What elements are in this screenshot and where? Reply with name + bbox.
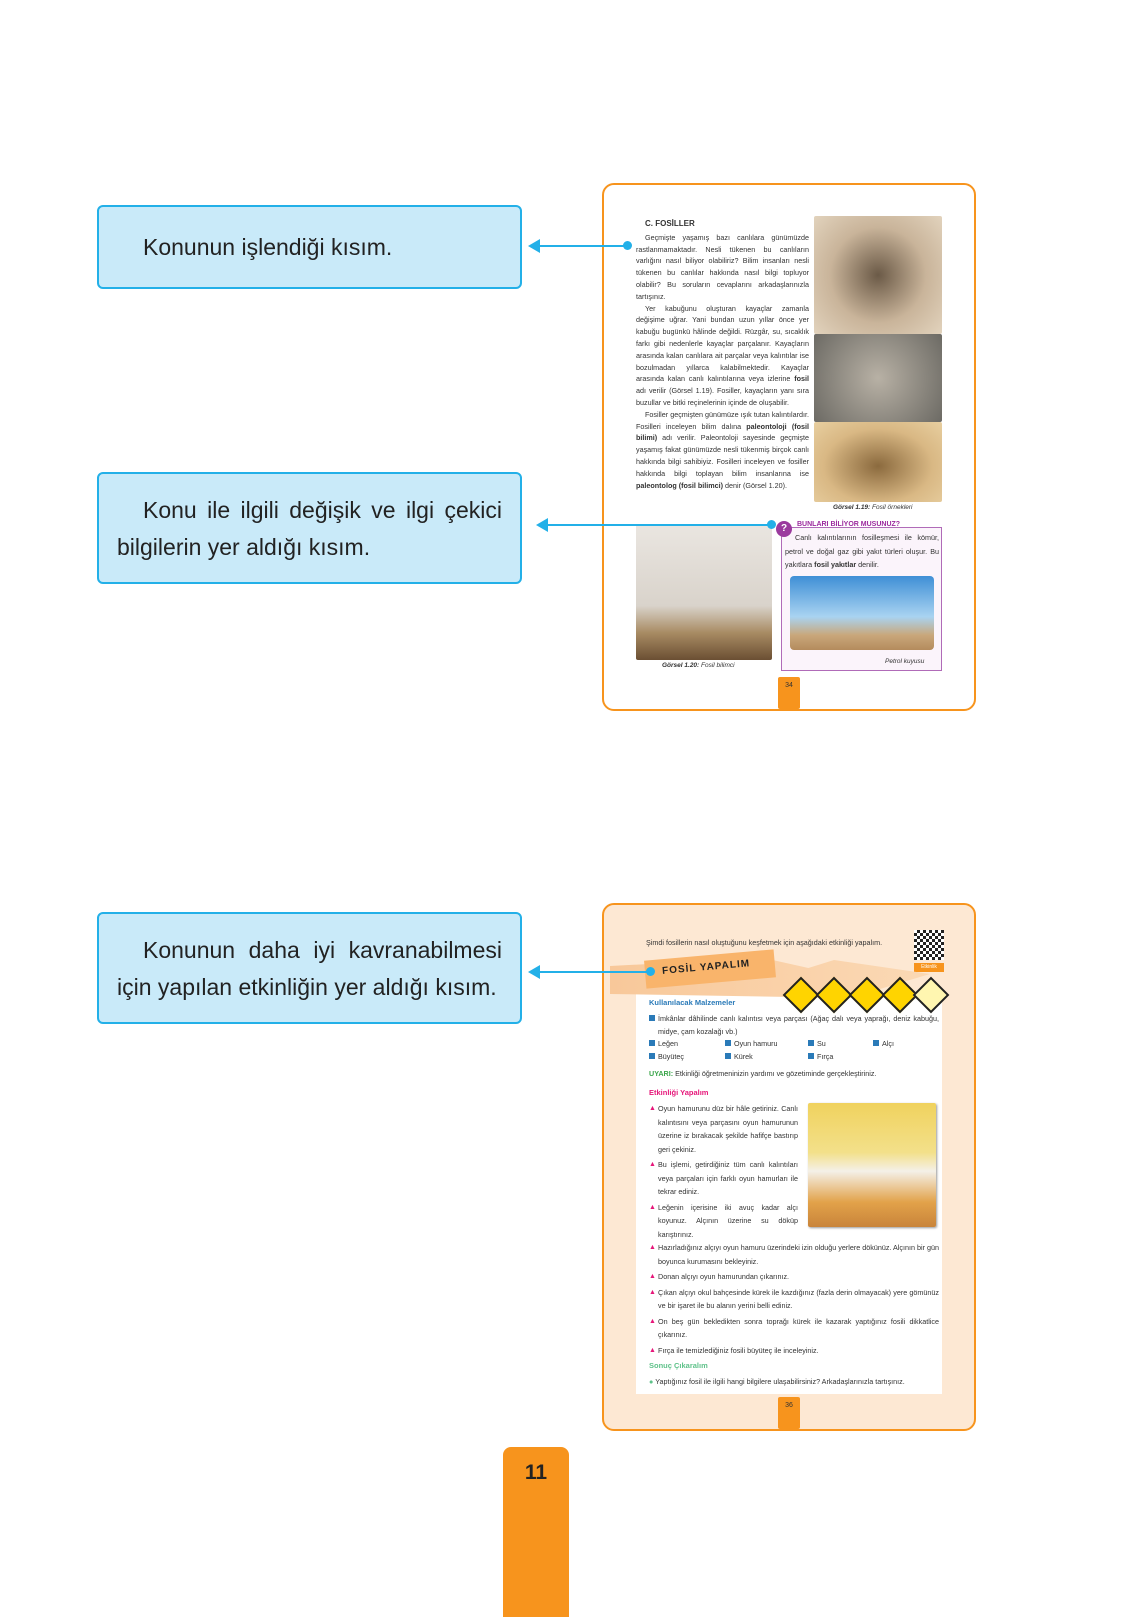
fossil-photo-3: [814, 422, 942, 502]
conclusion-text: ● Yaptığınız fosil ile ilgili hangi bilgilere ulaşabilirsiniz? Arkadaşlarınızla tartışınız.: [649, 1377, 905, 1386]
step-4: ▲ Hazırladığınız alçıyı oyun hamuru üzerindeki izin olduğu yerlere dökünüz. Alçının bir gün boyunca kurumasını bekleyiniz.: [649, 1241, 939, 1268]
step-1: ▲ Oyun hamurunu düz bir hâle getiriniz. Canlı kalıntısını veya parçasını oyun hamurunun üzerine iz bırakacak şekilde hafifçe bastırıp geri çekiniz.: [649, 1102, 798, 1156]
callout-topic-section: [97, 205, 522, 289]
caption-1-19: Görsel 1.19: Fosil örnekleri: [833, 504, 913, 511]
paragraph-2: Yer kabuğunu oluşturan kayaçlar zamanla değişime uğrar. Yani bundan uzun yıllar önce yer kabuğu bugünkü hâlinde değildi. Rüzgâr, su, sıcaklık farkı gibi nedenlerle kayaçlar parçalanır. Kayaçların arasında kalan canlılara ait parçalar veya kalıntılar ise bozulmadan yıllarca kalabilmektedir. Kayaçlar arasında kalan canlı kalıntılarına veya izlerine fosil adı verilir (Görsel 1.19). Fosiller, kayaçların yanı sıra buzullar ve bitki reçinelerinin içinde de oluşabilir.: [636, 303, 809, 407]
activity-intro: Şimdi fosillerin nasıl oluştuğunu keşfetmek için aşağıdaki etkinliği yapalım.: [646, 938, 883, 947]
caption-1-20: Görsel 1.20: Fosil bilimci: [662, 662, 735, 669]
step-2: ▲ Bu işlemi, getirdiğiniz tüm canlı kalıntıları veya parçaları için farklı oyun hamurları ile tekrar ediniz.: [649, 1158, 798, 1199]
question-icon: ?: [776, 521, 792, 537]
arrow-to-topic: [530, 245, 628, 247]
step-6: ▲ Çıkan alçıyı okul bahçesinde kürek ile kazdığınız (fazla derin olmayacak) yere gömünüz ve bir işaret ile bu alanın yerini belli ediniz.: [649, 1286, 939, 1313]
step-8: ▲ Fırça ile temizlediğiniz fosili büyüteç ile inceleyiniz.: [649, 1344, 939, 1358]
qr-code: [914, 930, 944, 960]
arrow-dot: [623, 241, 632, 250]
warning: UYARI: Etkinliği öğretmeninizin yardımı ve gözetiminde gerçekleştiriniz.: [649, 1069, 877, 1078]
activity-banner-title: FOSİL YAPALIM: [661, 958, 751, 977]
callout-activity-section: [97, 912, 522, 1024]
materials-title: Kullanılacak Malzemeler: [649, 998, 736, 1007]
arrow-dot: [646, 967, 655, 976]
callout-info-section: [97, 472, 522, 584]
did-you-know-text: Canlı kalıntılarının fosilleşmesi ile kömür, petrol ve doğal gaz gibi yakıt türleri oluşur. Bu yakıtlara fosil yakıtlar denilir.: [785, 533, 939, 569]
page-number-36: 36: [778, 1397, 800, 1429]
paragraph-1: Geçmişte yaşamış bazı canlılara günümüzde rastlanmamaktadır. Nesli tükenen bu canlıların varlığını nasıl biliyor olabiliriz? Bilim insanları nesli tükenen bu canlılar hakkında nasıl bilgi topluyor olabilir? Bu soruların cevaplarını arkadaşlarınızla tartışınız.: [636, 232, 809, 301]
arrow-to-info: [538, 524, 774, 526]
paleontologist-photo: [636, 524, 772, 660]
step-5: ▲ Donan alçıyı oyun hamurundan çıkarınız.: [649, 1270, 939, 1284]
paragraph-3: Fosiller geçmişten günümüze ışık tutan kalıntılardır. Fosilleri inceleyen bilim dalına paleontoloji (fosil bilimi) adı verilir. Paleontoloji sayesinde geçmişte yaşamış fakat günümüzde nesli tükenmiş birçok canlı hakkında bilgi sahibiyiz. Fosilleri inceleyen ve fosiller hakkında bilgi toplayan bilim insanlarına ise paleontolog (fosil bilimci) denir (Görsel 1.20).: [636, 409, 809, 490]
qr-label: Etkinlik: [914, 963, 944, 972]
callout-text: Konu ile ilgili değişik ve ilgi çekici bilgilerin yer aldığı kısım.: [117, 497, 502, 560]
materials-list: İmkânlar dâhilinde canlı kalıntısı veya parçası (Ağaç dalı veya yaprağı, deniz kabuğu, midye, çam kozalağı vb.) Leğen Oyun hamuru Su Alçı Büyüteç Kürek Fırça: [649, 1013, 939, 1063]
page-number-34: 34: [778, 677, 800, 709]
footer-page-number: 11: [503, 1447, 569, 1617]
fossils-text: [636, 218, 809, 491]
conclusion-title: Sonuç Çıkaralım: [649, 1361, 708, 1370]
children-lab-illustration: [808, 1103, 936, 1227]
section-heading: C. FOSİLLER: [645, 219, 695, 228]
step-7: ▲ On beş gün bekledikten sonra toprağı kürek ile kazarak yaptığınız fosili dikkatlice çıkarınız.: [649, 1315, 939, 1342]
did-you-know-title: BUNLARI BİLİYOR MUSUNUZ?: [797, 521, 901, 528]
fossil-photo-2: [814, 334, 942, 422]
callout-text: Konunun daha iyi kavranabilmesi için yapılan etkinliğin yer aldığı kısım.: [117, 937, 502, 1000]
caption-oil-well: Petrol kuyusu: [885, 658, 925, 665]
steps-list-bottom: [649, 1241, 939, 1357]
step-3: ▲ Leğenin içerisine iki avuç kadar alçı koyunuz. Alçının üzerine su döküp karıştırınız.: [649, 1201, 798, 1242]
arrow-dot: [767, 520, 776, 529]
steps-title: Etkinliği Yapalım: [649, 1088, 709, 1097]
callout-text: Konunun işlendiği kısım.: [143, 234, 393, 260]
arrow-to-activity: [530, 971, 652, 973]
oil-well-photo: [790, 576, 934, 650]
fossil-photo-1: [814, 216, 942, 334]
steps-list-top: [649, 1102, 798, 1241]
